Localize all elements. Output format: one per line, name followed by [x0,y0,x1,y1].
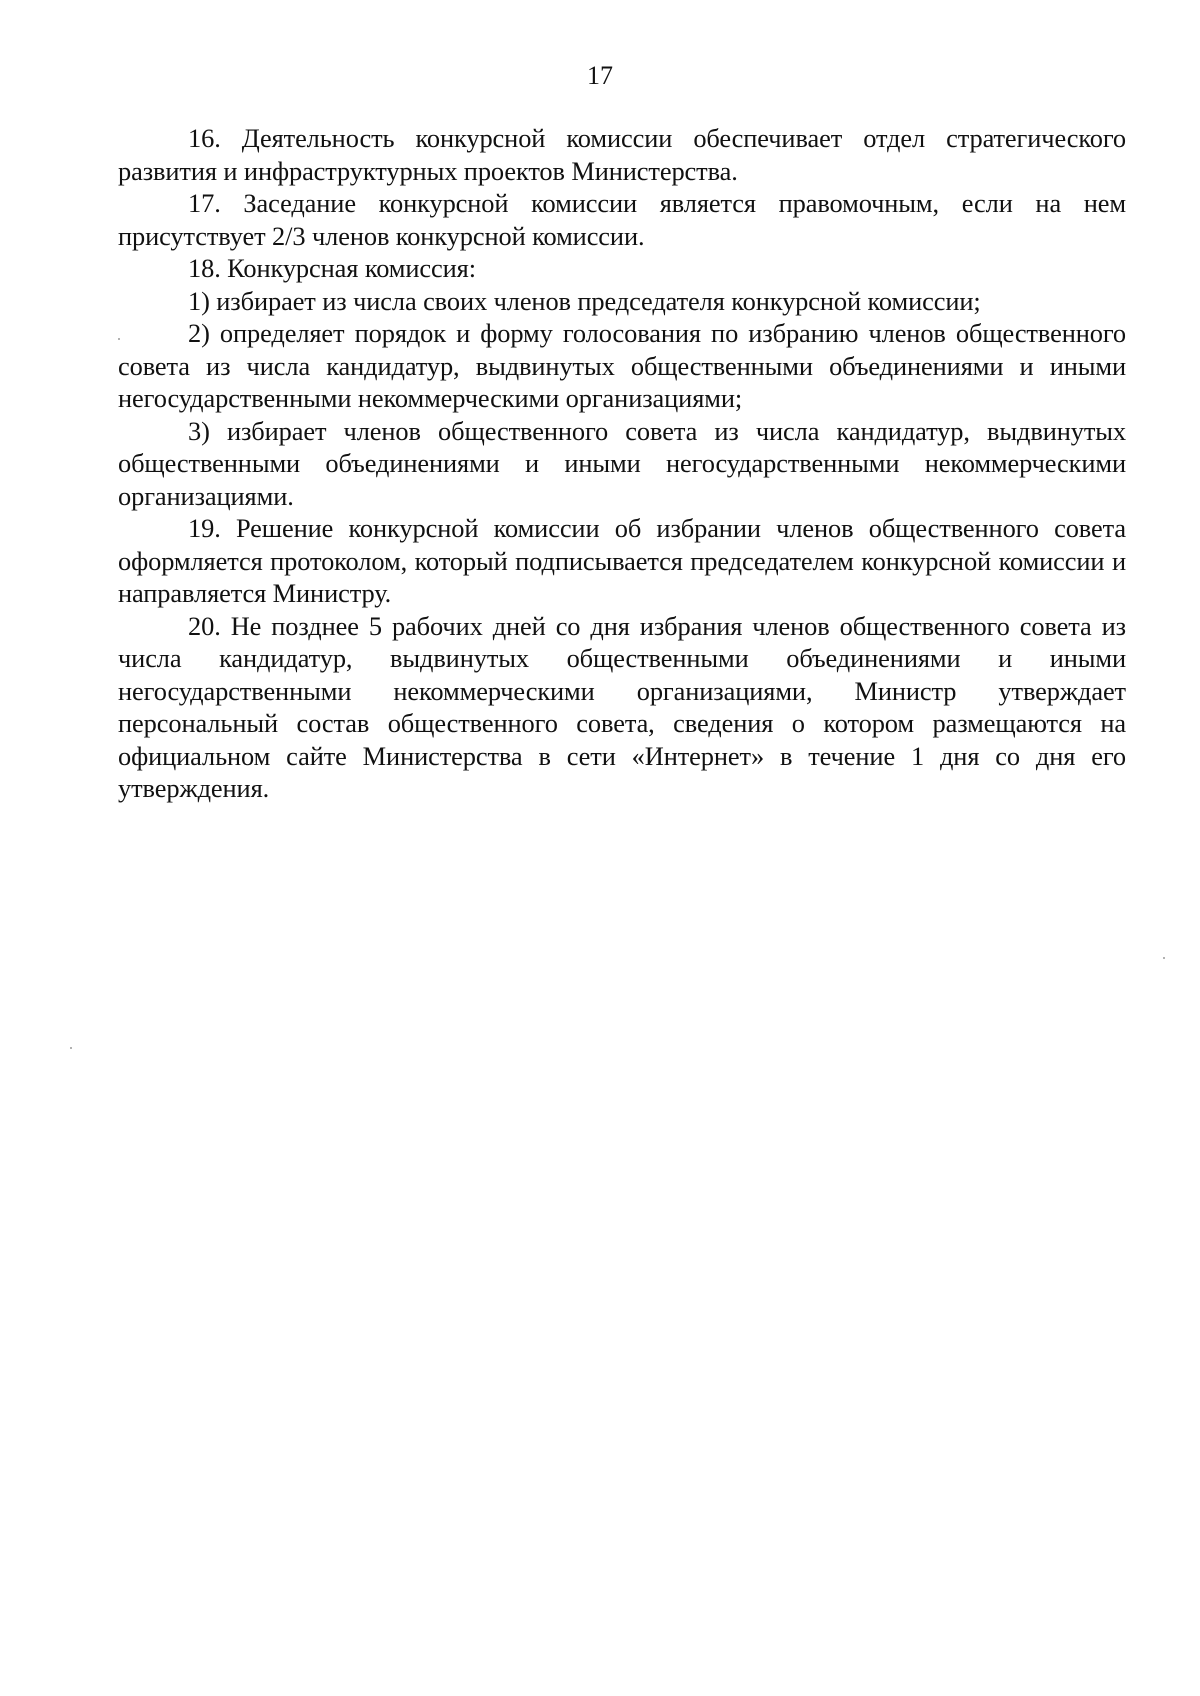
paragraph-18: 18. Конкурсная комиссия: [188,253,476,283]
paragraph-17: 17. Заседание конкурсной комиссии является правомочным, если на нем присутствует 2/3 членов конкурсной комиссии. [118,188,1126,251]
paragraph-19: 19. Решение конкурсной комиссии об избрании членов общественного совета оформляется протоколом, который подписывается председателем конкурсной комиссии и направляется Министру. [118,513,1126,608]
paragraph-20: 20. Не позднее 5 рабочих дней со дня избрания членов общественного совета из числа кандидатур, выдвинутых общественными объединениями и иными негосударственными некоммерческими организациями, Министр утверждает персональный состав общественного совета, сведения о котором размещаются на официальном сайте Министерства в сети «Интернет» в течение 1 дня со дня его утверждения. [118,610,1126,803]
document-body [118,122,1126,805]
scan-speck [1163,957,1165,959]
page-number: 17 [587,61,613,90]
scan-speck [70,1047,72,1049]
scan-speck [118,338,120,340]
paragraph-18-item-1: 1) избирает из числа своих членов председателя конкурсной комиссии; [188,285,981,316]
paragraph-16: 16. Деятельность конкурсной комиссии обеспечивает отдел стратегического развития и инфраструктурных проектов Министерства. [118,123,1126,186]
paragraph-18-item-3: 3) избирает членов общественного совета из числа кандидатур, выдвинутых общественными объединениями и иными негосударственными некоммерческими организациями. [118,415,1126,511]
paragraph-18-item-2: 2) определяет порядок и форму голосования по избранию членов общественного совета из числа кандидатур, выдвинутых общественными объединениями и иными негосударственными некоммерческими организациями; [118,318,1126,413]
